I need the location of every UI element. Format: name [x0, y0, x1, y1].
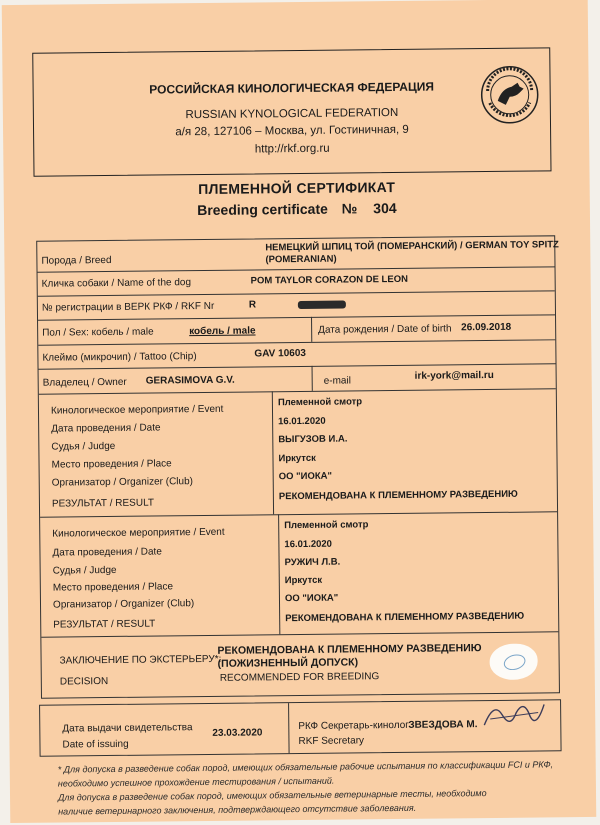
event2-result-value: РЕКОМЕНДОВАНА К ПЛЕМЕННОМУ РАЗВЕДЕНИЮ [285, 610, 525, 625]
footnote-4: наличие ветеринарного заключения, подтверждающего отсутствие заболевания. [58, 802, 417, 817]
email-value: irk-york@mail.ru [414, 369, 494, 382]
event1-result-value: РЕКОМЕНДОВАНА К ПЛЕМЕННОМУ РАЗВЕДЕНИЮ [278, 488, 518, 503]
event2-result-label: РЕЗУЛЬТАТ / RESULT [53, 618, 156, 631]
event1-judge-value: ВЫГУЗОВ И.А. [278, 433, 348, 446]
event2-date-label: Дата проведения / Date [52, 546, 162, 559]
event1-event-label: Кинологическое мероприятие / Event [50, 403, 224, 417]
event2-date-value: 16.01.2020 [284, 538, 333, 551]
header-box [32, 47, 551, 176]
org-address: а/я 28, 127106 – Москва, ул. Гостиничная, 9 [175, 123, 409, 139]
issue-date-value: 23.03.2020 [212, 727, 263, 739]
conclusion-value: РЕКОМЕНДОВАНА К ПЛЕМЕННОМУ РАЗВЕДЕНИЮ [217, 642, 482, 657]
tattoo-label: Клеймо (микрочип) / Tattoo (Chip) [42, 351, 197, 364]
org-url: http://rkf.org.ru [254, 142, 330, 156]
owner-value: GERASIMOVA G.V. [145, 374, 235, 387]
event2-event-label: Кинологическое мероприятие / Event [52, 526, 225, 540]
event2-place-label: Место проведения / Place [52, 581, 174, 594]
stamp-seal [489, 644, 537, 681]
conclusion-value-cont: (ПОЖИЗНЕННЫЙ ДОПУСК) [217, 656, 359, 670]
dog-name-label: Кличка собаки / Name of the dog [41, 277, 192, 290]
registration-value: R [248, 299, 257, 311]
secretary-label: РКФ Секретарь-кинолог [298, 719, 409, 733]
footnote-2: необходимо успешное прохождение тестирования / испытаний. [57, 775, 335, 789]
event2-event-value: Племенной смотр [284, 519, 369, 532]
owner-label: Владелец / Owner [42, 376, 127, 389]
event1-place-label: Место проведения / Place [51, 458, 172, 471]
birth-label: Дата рождения / Date of birth [318, 323, 452, 336]
certificate-title-en [4, 198, 590, 220]
event2-organizer-label: Организатор / Organizer (Club) [52, 598, 195, 611]
event1-place-value: Иркутск [278, 452, 316, 465]
tattoo-value: GAV 10603 [254, 347, 306, 360]
secretary-name: ЗВЕЗДОВА М. [408, 719, 478, 731]
decision-label: DECISION [59, 676, 109, 688]
issue-date-label-en: Date of issuing [62, 738, 129, 751]
decision-value: RECOMMENDED FOR BREEDING [219, 671, 380, 684]
org-name-en: RUSSIAN KYNOLOGICAL FEDERATION [185, 106, 399, 122]
issue-date-label: Дата выдачи свидетельства [62, 722, 193, 735]
issue-box [39, 699, 562, 756]
breed-label: Порода / Breed [41, 254, 112, 267]
org-name-ru: РОССИЙСКАЯ КИНОЛОГИЧЕСКАЯ ФЕДЕРАЦИЯ [149, 79, 435, 97]
event1-organizer-label: Организатор / Organizer (Club) [51, 476, 193, 489]
sex-label: Пол / Sex: кобель / male [42, 326, 154, 339]
event2-place-value: Иркутск [284, 574, 323, 587]
conclusion-label: ЗАКЛЮЧЕНИЕ ПО ЭКСТЕРЬЕРУ*: [59, 653, 222, 667]
event1-event-value: Племенной смотр [277, 396, 363, 409]
event2-judge-label: Судья / Judge [52, 564, 117, 577]
event2-judge-value: РУЖИЧ Л.В. [284, 556, 341, 569]
email-label: e-mail [323, 375, 351, 387]
event2-organizer-value: ОО "ИОКА" [284, 592, 339, 605]
certificate-sheet [2, 0, 597, 823]
secretary-label-en: RKF Secretary [298, 735, 365, 748]
event1-date-value: 16.01.2020 [278, 415, 326, 428]
registration-label: № регистрации в ВЕРК РКФ / RKF Nr [41, 300, 215, 314]
event1-result-label: РЕЗУЛЬТАТ / RESULT [51, 497, 155, 510]
certificate-table [36, 235, 560, 698]
certificate-title-ru: ПЛЕМЕННОЙ СЕРТИФИКАТ [198, 178, 396, 198]
certificate-number: 304 [373, 199, 397, 217]
rkf-emblem-icon [479, 64, 540, 125]
number-sign: № [341, 200, 358, 217]
birth-value: 26.09.2018 [461, 321, 512, 334]
certificate-title-en-text: Breeding certificate [197, 200, 328, 219]
event1-organizer-value: ОО "ИОКА" [278, 470, 333, 483]
breed-value-cont: (POMERANIAN) [265, 253, 337, 266]
redaction-mark [298, 301, 346, 310]
sex-value: кобель / male [189, 325, 256, 338]
breed-value: НЕМЕЦКИЙ ШПИЦ ТОЙ (ПОМЕРАНСКИЙ) / GERMAN TOY SPITZ [265, 239, 559, 254]
footnote-1: * Для допуска в разведение собак пород, имеющих обязательные рабочие испытания по классификации FCI и РКФ, [57, 759, 554, 775]
event1-date-label: Дата проведения / Date [51, 422, 161, 435]
footnote-3: Для допуска в разведение собак пород, имеющих обязательные ветеринарные тесты, необходимо [57, 788, 487, 803]
dog-name-value: POM TAYLOR CORAZON DE LEON [250, 273, 408, 287]
event1-judge-label: Судья / Judge [51, 440, 116, 453]
signature-icon [480, 694, 550, 735]
